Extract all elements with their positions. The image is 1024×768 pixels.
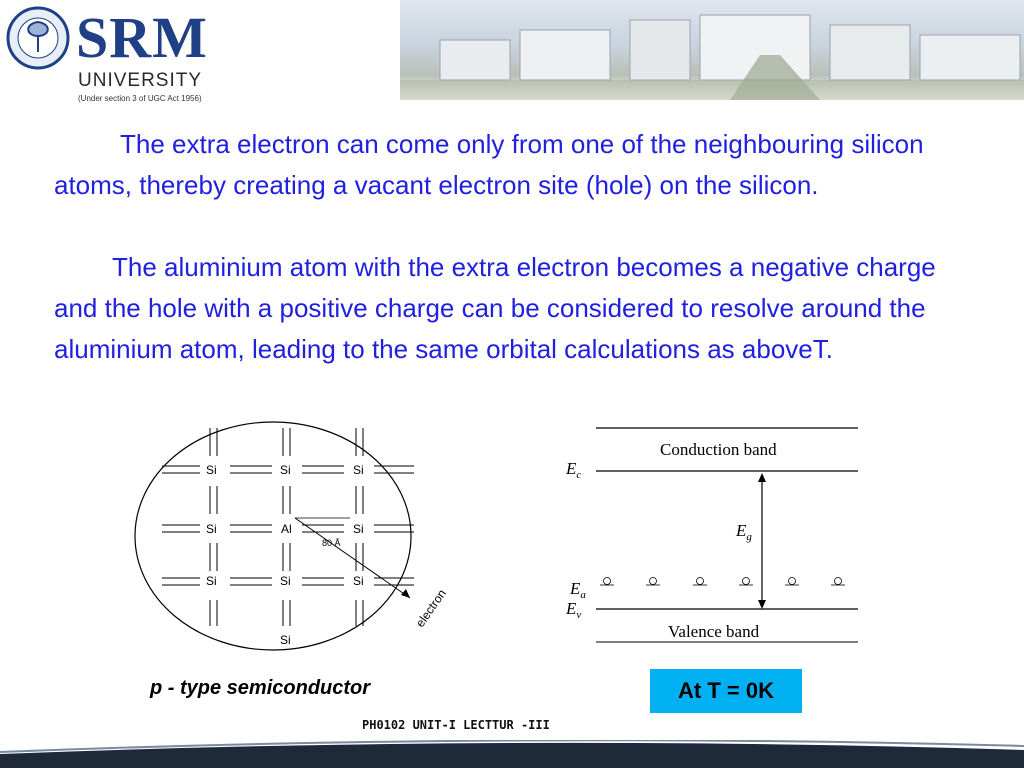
acceptor-level-marker	[693, 578, 707, 586]
acceptor-level-marker	[785, 578, 799, 586]
paragraph-2: The aluminium atom with the extra electron becomes a negative charge and the hole with a positive charge can be considered to resolve around the aluminium atom, leading to the same orbital calculations as aboveT.	[54, 252, 936, 364]
lattice-atom-si: Si	[280, 574, 291, 588]
lattice-caption: p - type semiconductor	[150, 677, 371, 699]
lattice-atom-al: Al	[281, 522, 292, 536]
campus-banner-image	[400, 0, 1024, 100]
university-seal-icon	[6, 6, 70, 70]
slide-header	[0, 0, 1024, 112]
logo-note: (Under section 3 of UGC Act 1956)	[78, 94, 202, 103]
logo-subtitle: UNIVERSITY	[78, 70, 203, 91]
electron-arrowhead	[401, 589, 410, 598]
acceptor-levels	[600, 578, 845, 586]
ec-label: $E_c$	[566, 459, 582, 481]
paragraph-1: The extra electron can come only from one of the neighbouring silicon atoms, thereby creating a vacant electron site (hole) on the silicon.	[54, 129, 924, 200]
valence-band-label: Valence band	[668, 622, 760, 641]
course-code: PH0102 UNIT-I LECTTUR -III	[362, 718, 550, 732]
lattice-atom-si: Si	[280, 463, 291, 477]
electron-label: electron	[412, 586, 449, 630]
band-gap-arrowhead-down	[758, 600, 766, 609]
ev-label: $E_v$	[566, 599, 582, 621]
lattice-atom-si: Si	[206, 574, 217, 588]
acceptor-level-marker	[739, 578, 753, 586]
angle-label: 80 Å	[322, 538, 341, 548]
lattice-boundary-circle	[135, 422, 411, 650]
band-diagram	[560, 418, 870, 648]
lattice-atom-si: Si	[353, 522, 364, 536]
logo-title: SRM	[76, 5, 208, 70]
eg-label: $E_g$	[736, 521, 752, 543]
conduction-band-label: Conduction band	[660, 440, 777, 459]
lattice-atom-si: Si	[353, 463, 364, 477]
lattice-atom-si: Si	[353, 574, 364, 588]
acceptor-level-marker	[600, 578, 614, 586]
campus-buildings-illustration	[400, 0, 1024, 100]
ea-label: $E_a$	[570, 579, 586, 601]
footer-swoosh	[0, 740, 1024, 768]
lattice-atom-si: Si	[206, 522, 217, 536]
lattice-atom-si: Si	[280, 633, 291, 647]
lattice-atom-si: Si	[206, 463, 217, 477]
lattice-diagram	[130, 418, 480, 658]
band-gap-arrowhead-up	[758, 473, 766, 482]
acceptor-level-marker	[831, 578, 845, 586]
acceptor-level-marker	[646, 578, 660, 586]
temperature-badge: At T = 0K	[650, 669, 802, 713]
